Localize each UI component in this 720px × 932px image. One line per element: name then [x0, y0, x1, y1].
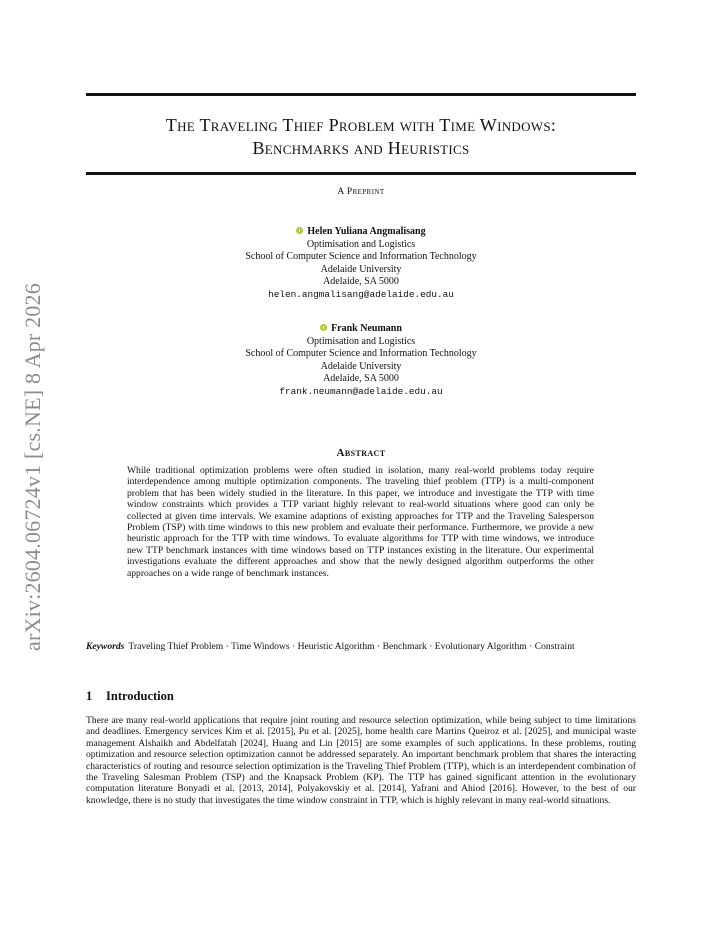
author-city: Adelaide, SA 5000 [323, 276, 399, 287]
abstract-text: While traditional optimization problems were often studied in isolation, many real-world problems today require interdependence among multiple optimization components. The traveling thief problem (TTP) is a multi-component problem that has been widely studied in the literature. In this paper, we introduce and investigate the TTP with time window constraints which provides a TTP variant highly relevant to real-world situations where good can only be collected at given time intervals. We examine adaptions of existing approaches for TTP and the Traveling Salesperson Problem (TSP) with time windows to this new problem and evaluate their performance. Furthermore, we provide a new heuristic approach for the TTP with time windows. To evaluate algorithms for TTP with time windows, we introduce new TTP benchmark instances with time windows based on TTP instances existing in the literature. Our experimental investigations evaluate the different approaches and show that the newly designed algorithm outperforms the other approaches on a wide range of benchmark instances. [127, 465, 594, 579]
author-university: Adelaide University [320, 263, 402, 275]
section-heading [86, 689, 636, 704]
section-number: 1 [86, 689, 93, 703]
orcid-icon[interactable] [296, 227, 303, 234]
title-line-2: Benchmarks and Heuristics [252, 138, 470, 158]
section-title: Introduction [106, 689, 174, 703]
intro-paragraph: There are many real-world applications that require joint routing and resource selection optimization, while being subject to time limitations and deadlines. Emergency services Kim et al. [2015], Pu et al. [2025], home health care Martins Queiroz et al. [2025], and municipal waste management Alshaikh and Abdelfatah [2024], Huang and Lin [2015] are some examples of such applications. In these problems, routing optimization and resource selection optimization cannot be addressed separately. An important benchmark problem that shares the interacting characteristics of routing and resource selection optimization is the Traveling Thief Problem (TTP), which is an interdependent combination of the Traveling Salesman Problem (TSP) and the Knapsack Problem (KP). The TTP has gained significant attention in the evolutionary computation literature Bonyadi et al. [2013, 2014], Polyakovskiy et al. [2014], Yafrani and Ahiod [2016]. However, to the best of our knowledge, there is no study that investigates the time window constraint in TTP, which is highly relevant in many real-world situations. [86, 715, 636, 806]
arxiv-id[interactable]: arXiv:2604.06724v1 [cs.NE] 8 Apr 2026 [20, 283, 46, 651]
title-rule-bottom [86, 172, 636, 175]
author-city: Adelaide, SA 5000 [323, 373, 399, 384]
keywords-text: Traveling Thief Problem · Time Windows · Heuristic Algorithm · Benchmark · Evolutionary Algorithm · Constraint [128, 641, 575, 652]
author-school: School of Computer Science and Information Technology [245, 251, 477, 262]
author-name: Frank Neumann [331, 323, 402, 334]
author-school: School of Computer Science and Information Technology [245, 348, 477, 359]
author-university: Adelaide University [320, 360, 402, 372]
author-email[interactable]: frank.neumann@adelaide.edu.au [279, 385, 443, 397]
orcid-icon[interactable] [320, 324, 327, 331]
title-line-1: The Traveling Thief Problem with Time Windows: [165, 115, 557, 135]
paper-title [86, 114, 636, 160]
abstract-heading: Abstract [336, 447, 386, 459]
arxiv-stamp [18, 262, 48, 672]
author-block-2 [86, 323, 636, 398]
author-block-1 [86, 226, 636, 301]
author-dept: Optimisation and Logistics [306, 335, 416, 347]
keywords [86, 641, 636, 652]
author-dept: Optimisation and Logistics [306, 238, 416, 250]
title-rule-top [86, 93, 636, 96]
keywords-label: Keywords [86, 641, 125, 652]
preprint-label: A Preprint [337, 187, 385, 197]
author-name: Helen Yuliana Angmalisang [307, 226, 426, 237]
author-email[interactable]: helen.angmalisang@adelaide.edu.au [268, 288, 454, 300]
